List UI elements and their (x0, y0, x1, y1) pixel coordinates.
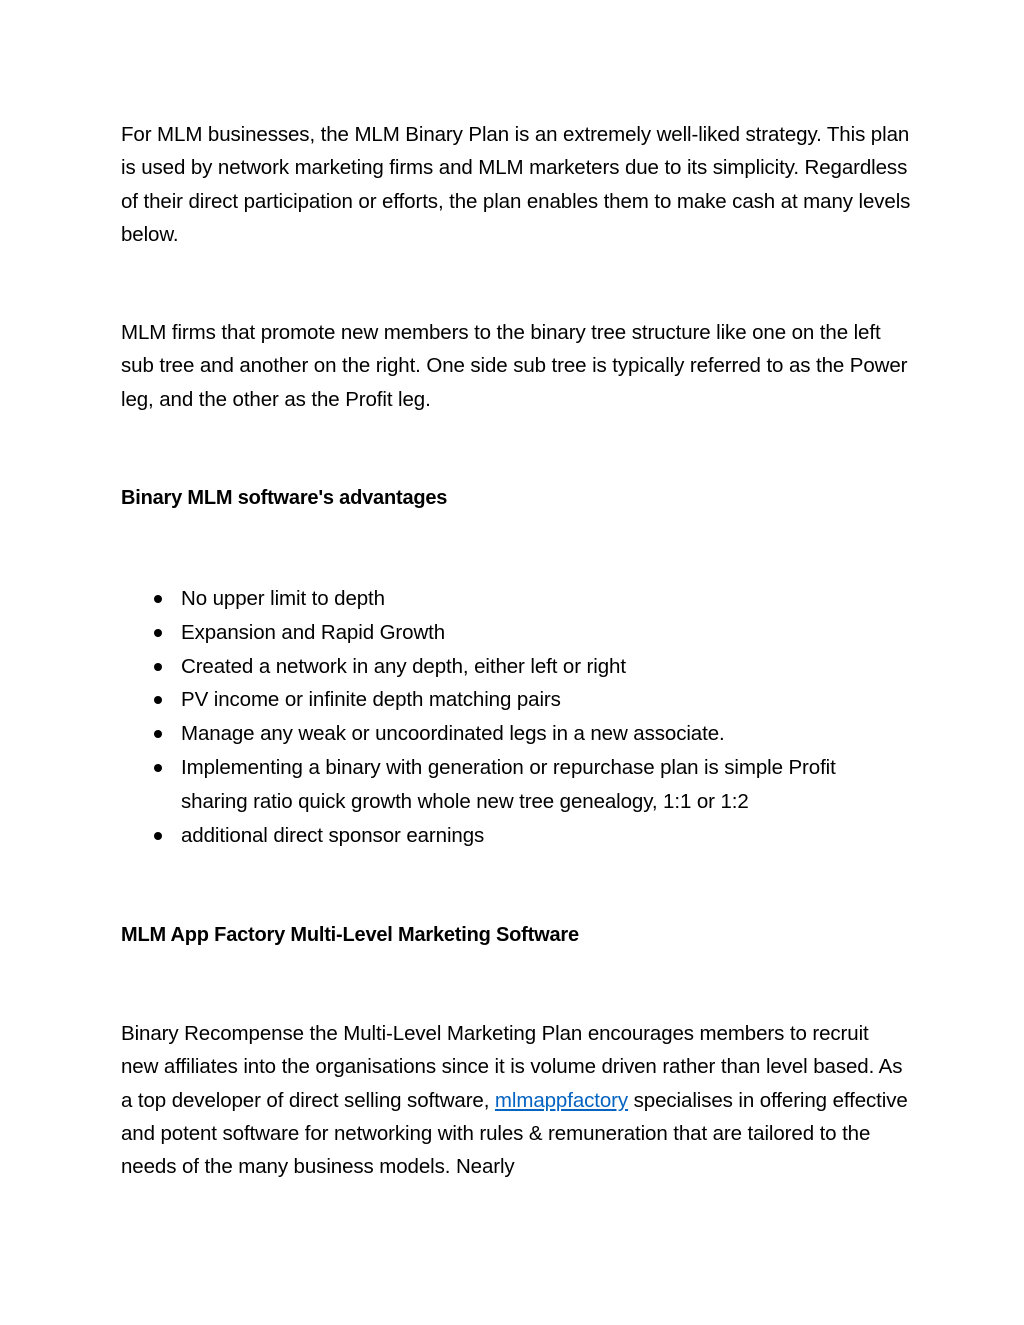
list-item (121, 683, 901, 717)
software-paragraph-text-start: Binary Recompense the Multi-Level Marketing Plan encourages members to recruit new affiliates into the organisations since it is volume driven rather than level based. As a top developer of direct selling software, (121, 1022, 903, 1112)
mlmappfactory-link[interactable]: mlmappfactory (494, 1088, 629, 1112)
bullet-icon (154, 696, 162, 704)
list-item (121, 582, 901, 616)
list-item-text: additional direct sponsor earnings (181, 823, 485, 847)
bullet-icon (154, 764, 162, 772)
list-item-text: Expansion and Rapid Growth (181, 620, 446, 644)
software-paragraph-text-end: specialises in offering effective and potent software for networking with rules & remuneration that are tailored to the needs of the many business models. Nearly (121, 1088, 908, 1179)
bullet-icon (154, 832, 162, 840)
software-heading: MLM App Factory Multi-Level Marketing Software (121, 924, 579, 946)
bullet-icon (154, 595, 162, 603)
bullet-icon (154, 730, 162, 738)
list-item-text: Created a network in any depth, either left or right (181, 654, 626, 678)
list-item-text: PV income or infinite depth matching pairs (181, 688, 561, 712)
bullet-icon (154, 629, 162, 637)
binary-tree-paragraph: MLM firms that promote new members to the binary tree structure like one on the left sub tree and another on the right. One side sub tree is typically referred to as the Power leg, and the other as the Profit leg. (121, 321, 908, 411)
list-item (121, 616, 901, 650)
bullet-icon (154, 663, 162, 671)
list-item (121, 650, 901, 684)
list-item-text: No upper limit to depth (181, 587, 385, 610)
advantages-heading: Binary MLM software's advantages (121, 487, 448, 509)
list-item (121, 819, 901, 853)
advantages-list (121, 582, 901, 852)
list-item-text: Implementing a binary with generation or repurchase plan is simple Profit sharing ratio quick growth whole new tree genealogy, 1:1 or 1:2 (181, 755, 836, 813)
list-item (121, 751, 901, 819)
intro-paragraph: For MLM businesses, the MLM Binary Plan is an extremely well-liked strategy. This plan is used by network marketing firms and MLM marketers due to its simplicity. Regardless of their direct participation or efforts, the plan enables them to make cash at many levels below. (121, 123, 911, 246)
list-item-text: Manage any weak or uncoordinated legs in a new associate. (181, 722, 725, 746)
software-paragraph (121, 1017, 911, 1183)
list-item (121, 717, 901, 751)
